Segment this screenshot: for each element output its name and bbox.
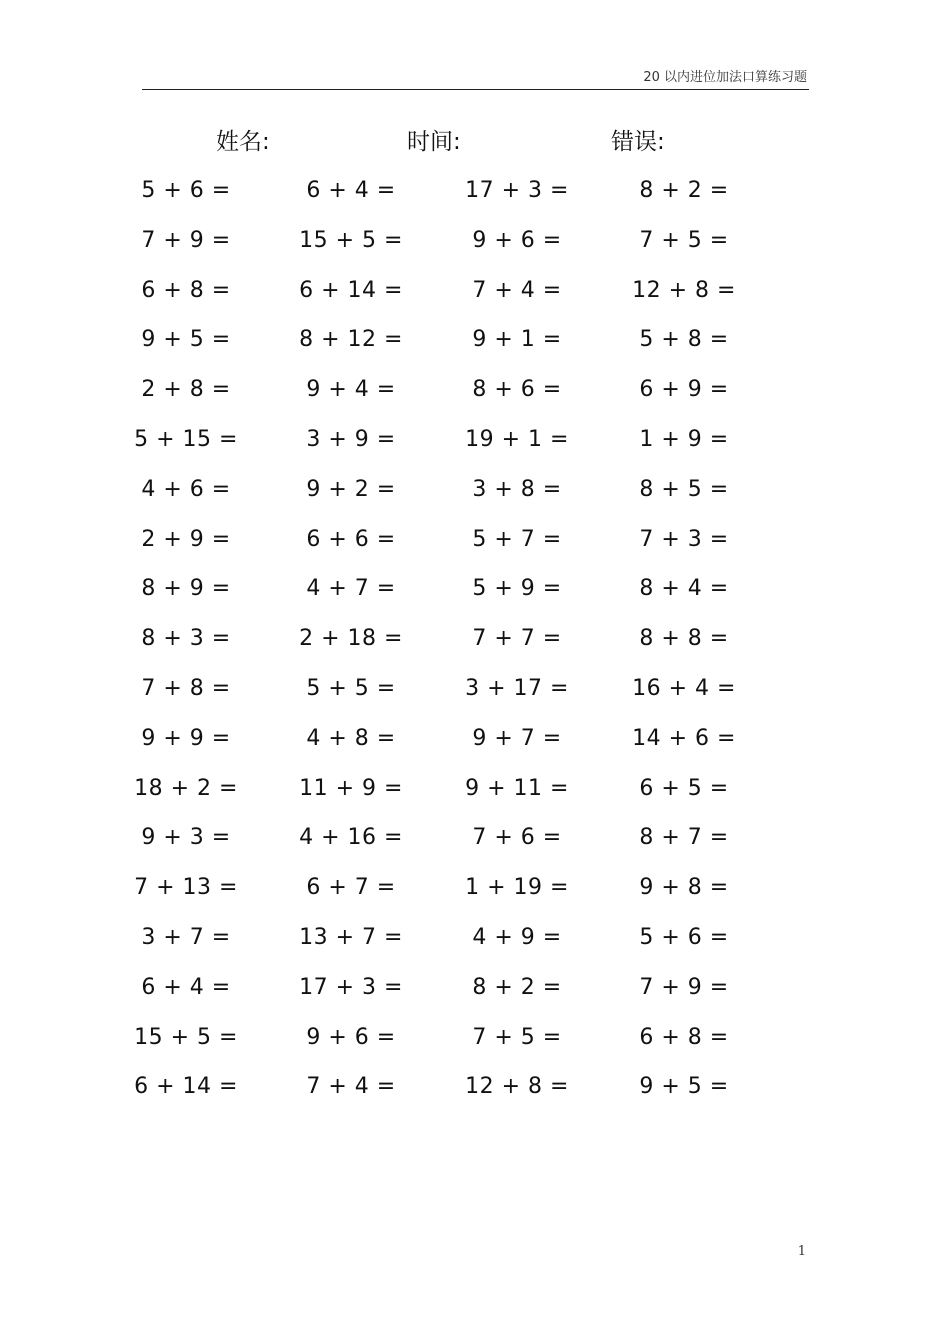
problem-item: 17 + 3 = [299,974,403,1000]
student-info-row [0,124,950,160]
problem-item: 9 + 7 = [472,725,562,751]
problem-item: 6 + 4 = [141,974,231,1000]
problem-item: 12 + 8 = [632,277,736,303]
problem-item: 2 + 8 = [141,377,231,403]
problem-item: 8 + 4 = [639,576,729,602]
problem-item: 9 + 1 = [472,327,562,353]
problem-item: 3 + 8 = [472,476,562,502]
problem-row [0,216,950,266]
problem-row [0,913,950,963]
problem-item: 5 + 7 = [472,526,562,552]
problem-item: 4 + 6 = [141,476,231,502]
problem-item: 7 + 9 = [141,227,231,253]
problem-item: 8 + 9 = [141,576,231,602]
problem-item: 7 + 4 = [472,277,562,303]
problem-item: 8 + 6 = [472,377,562,403]
problem-row [0,315,950,365]
problem-item: 8 + 2 = [639,178,729,203]
problem-item: 7 + 4 = [306,1074,396,1100]
problem-item: 3 + 7 = [141,924,231,950]
problem-item: 9 + 8 = [639,875,729,901]
problem-row [0,714,950,764]
problem-item: 18 + 2 = [134,775,238,801]
problem-item: 6 + 6 = [306,526,396,552]
problem-item: 14 + 6 = [632,725,736,751]
page-header [142,62,809,90]
problem-item: 1 + 19 = [465,875,569,901]
problem-item: 8 + 8 = [639,626,729,652]
problem-item: 16 + 4 = [632,675,736,701]
problem-item: 5 + 5 = [306,675,396,701]
header-title: 20 以内进位加法口算练习题 [643,70,807,85]
problem-item: 9 + 6 = [306,1024,396,1050]
problem-item: 9 + 6 = [472,227,562,253]
problem-item: 4 + 7 = [306,576,396,602]
problem-row [0,863,950,913]
problem-item: 17 + 3 = [465,178,569,203]
problem-item: 7 + 7 = [472,626,562,652]
problem-item: 6 + 8 = [141,277,231,303]
problem-item: 6 + 14 = [134,1074,238,1100]
problem-item: 6 + 8 = [639,1024,729,1050]
problem-item: 15 + 5 = [299,227,403,253]
problem-item: 6 + 5 = [639,775,729,801]
problem-item: 5 + 6 = [141,178,231,203]
problem-item: 9 + 4 = [306,377,396,403]
problem-item: 9 + 3 = [141,825,231,851]
problem-item: 4 + 9 = [472,924,562,950]
problem-item: 3 + 9 = [306,426,396,452]
problem-item: 7 + 8 = [141,675,231,701]
problem-row [0,564,950,614]
problem-row [0,813,950,863]
problem-row [0,465,950,515]
problem-row [0,1013,950,1063]
problem-item: 5 + 9 = [472,576,562,602]
problem-item: 9 + 5 = [639,1074,729,1100]
problem-item: 8 + 3 = [141,626,231,652]
problem-item: 7 + 5 = [639,227,729,253]
problem-row [0,266,950,316]
problem-item: 7 + 5 = [472,1024,562,1050]
problem-item: 7 + 6 = [472,825,562,851]
problem-item: 11 + 9 = [299,775,403,801]
problem-item: 9 + 9 = [141,725,231,751]
problem-row [0,764,950,814]
problem-item: 6 + 14 = [299,277,403,303]
problem-item: 12 + 8 = [465,1074,569,1100]
problem-item: 8 + 12 = [299,327,403,353]
problem-row [0,1062,950,1112]
problem-item: 6 + 7 = [306,875,396,901]
problem-item: 19 + 1 = [465,426,569,452]
problem-item: 2 + 18 = [299,626,403,652]
problem-item: 5 + 8 = [639,327,729,353]
problem-item: 15 + 5 = [134,1024,238,1050]
problem-row [0,515,950,565]
error-label: 错误: [611,129,665,155]
problem-item: 7 + 13 = [134,875,238,901]
problem-grid [0,166,950,1112]
time-label: 时间: [407,129,461,155]
problem-row [0,664,950,714]
problem-item: 5 + 6 = [639,924,729,950]
problem-item: 8 + 5 = [639,476,729,502]
page-number: 1 [797,1244,806,1259]
problem-row [0,365,950,415]
problem-row [0,614,950,664]
problem-item: 13 + 7 = [299,924,403,950]
problem-row [0,415,950,465]
problem-item: 9 + 11 = [465,775,569,801]
problem-item: 8 + 7 = [639,825,729,851]
name-label: 姓名: [216,129,270,155]
problem-item: 6 + 9 = [639,377,729,403]
problem-item: 1 + 9 = [639,426,729,452]
problem-item: 9 + 5 = [141,327,231,353]
problem-item: 5 + 15 = [134,426,238,452]
problem-row [0,166,950,216]
problem-item: 4 + 8 = [306,725,396,751]
problem-item: 6 + 4 = [306,178,396,203]
problem-item: 2 + 9 = [141,526,231,552]
problem-row [0,963,950,1013]
problem-item: 7 + 9 = [639,974,729,1000]
problem-item: 9 + 2 = [306,476,396,502]
problem-item: 4 + 16 = [299,825,403,851]
problem-item: 3 + 17 = [465,675,569,701]
problem-item: 8 + 2 = [472,974,562,1000]
problem-item: 7 + 3 = [639,526,729,552]
